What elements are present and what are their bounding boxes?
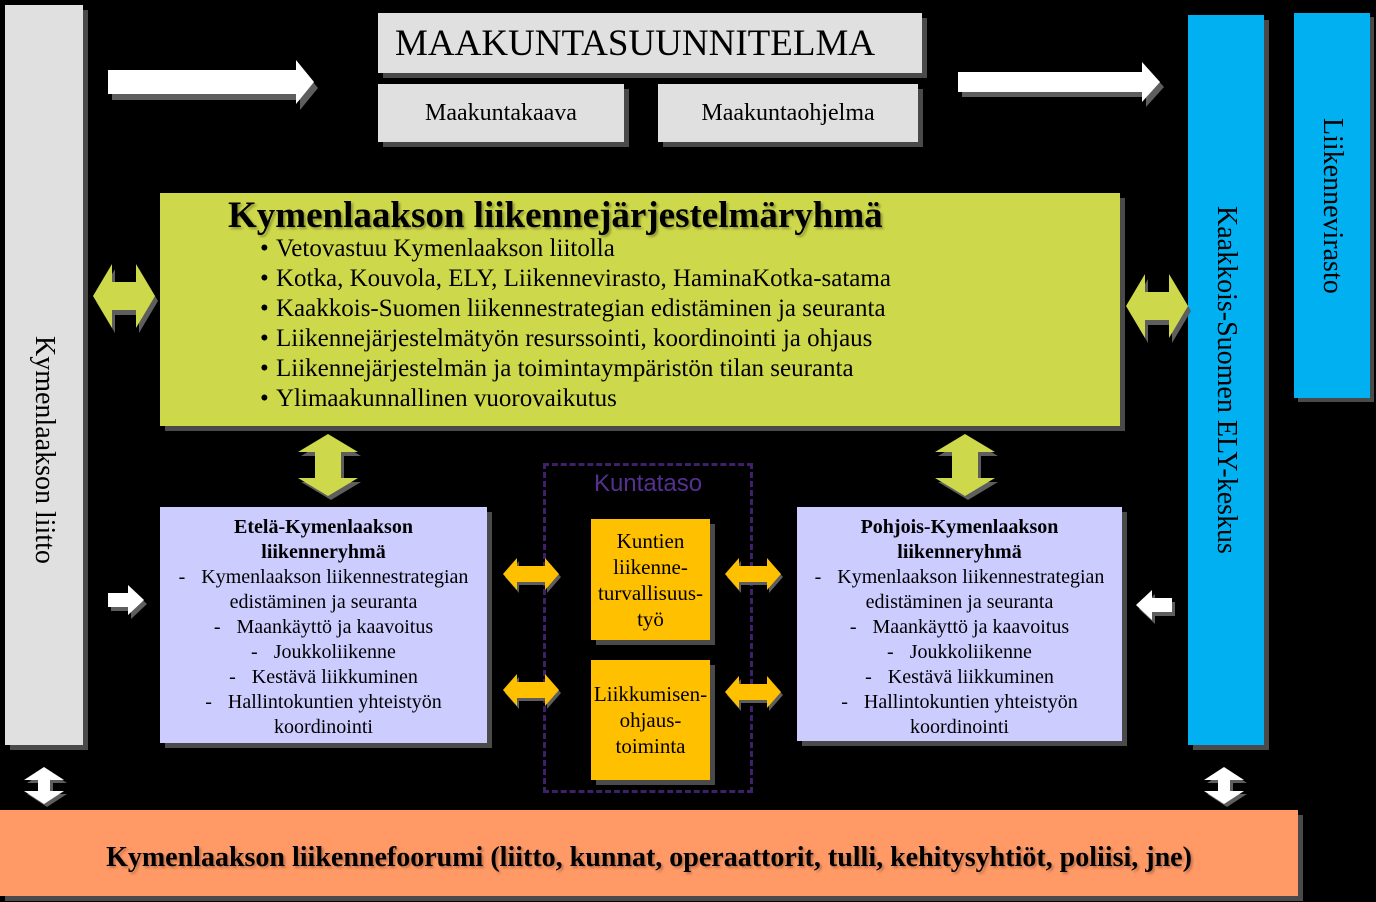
traffic-safety-work-box [591,519,710,640]
bullet-marker: • [260,265,269,292]
transport-system-group-title: Kymenlaakson liikennejärjestelmäryhmä [228,195,883,236]
north-item-text: Maankäyttö ja kaavoitus [872,616,1070,638]
south-item-4 [164,665,483,690]
regional-plan-title: MAAKUNTASUUNNITELMA [395,22,876,64]
double-arrow-vertical-icon [933,434,1001,500]
double-arrow-horizontal-icon [725,675,783,711]
double-arrow-horizontal-icon [503,557,561,593]
north-item-text: Kestävä liikkuminen [887,666,1054,688]
north-transport-group-box [797,507,1122,741]
south-item-1 [164,565,483,615]
bullet-marker: • [260,385,269,412]
north-item-4 [801,665,1118,690]
mobility-management-label: Liikkumisen-ohjaus-toiminta [593,682,708,758]
double-arrow-horizontal-icon [503,673,561,709]
south-item-5 [164,690,483,740]
group-bullet-text: Ylimaakunnallinen vuorovaikutus [276,385,617,412]
north-item-5 [801,690,1118,740]
group-bullet-text: Vetovastuu Kymenlaakson liitolla [276,235,615,262]
ely-centre-label: Kaakkois-Suomen ELY-keskus [1211,206,1242,554]
dash-marker: - [251,641,258,663]
group-bullet-text: Kaakkois-Suomen liikennestrategian edistäminen ja seuranta [276,295,886,322]
group-bullet-4 [260,324,891,354]
south-item-text: Hallintokuntien yhteistyön koordinointi [227,691,442,738]
dash-marker: - [887,641,894,663]
transport-agency-label: Liikennevirasto [1317,117,1348,294]
regional-land-use-plan-box [378,84,624,142]
dash-marker: - [841,691,848,713]
south-item-3 [164,640,483,665]
south-item-2 [164,615,483,640]
double-arrow-up-down-icon [18,766,72,808]
double-arrow-vertical-icon [296,434,364,500]
transport-agency-box [1294,13,1370,398]
dash-marker: - [213,616,221,638]
traffic-safety-work-label: Kuntien liikenne-turvallisuus-työ [598,528,703,631]
bullet-marker: • [260,355,269,382]
south-transport-group-title: Etelä-Kymenlaakson liikenneryhmä [234,516,413,563]
north-item-2 [801,615,1118,640]
group-bullet-1 [260,234,891,264]
group-bullet-3 [260,294,891,324]
bullet-marker: • [260,235,269,262]
double-arrow-up-down-icon [1198,766,1252,808]
double-arrow-horizontal-icon [1126,272,1192,344]
regional-land-use-plan-label: Maakuntakaava [425,99,577,126]
municipal-level-label: Kuntataso [593,470,703,497]
regional-council-bar [5,5,83,745]
group-bullet-5 [260,354,891,384]
dash-marker: - [178,566,186,588]
transport-system-group-box [160,193,1120,426]
group-bullet-6 [260,384,891,414]
north-transport-group-title: Pohjois-Kymenlaakson liikenneryhmä [860,516,1059,563]
north-item-1 [801,565,1118,615]
mobility-management-box [591,660,710,780]
dash-marker: - [865,666,872,688]
dash-marker: - [229,666,236,688]
arrow-right-icon [956,60,1168,110]
regional-council-label: Kymenlaakson liitto [29,336,60,564]
south-transport-group-box [160,507,487,743]
transport-system-group-bullets [260,234,891,414]
arrow-left-icon [1134,588,1178,628]
south-item-text: Kestävä liikkuminen [251,666,418,688]
transport-forum-box [0,810,1298,896]
north-item-text: Kymenlaakson liikennestrategian edistäminen ja seuranta [837,566,1105,613]
group-bullet-text: Kotka, Kouvola, ELY, Liikennevirasto, HaminaKotka-satama [276,265,891,292]
arrow-right-icon [106,58,320,116]
south-item-text: Maankäyttö ja kaavoitus [236,616,434,638]
transport-forum-label: Kymenlaakson liikennefoorumi (liitto, kunnat, operaattorit, tulli, kehitysyhtiöt, poliisi, jne) [106,842,1192,873]
group-bullet-2 [260,264,891,294]
north-item-3 [801,640,1118,665]
ely-centre-bar [1188,15,1264,745]
dash-marker: - [849,616,857,638]
group-bullet-text: Liikennejärjestelmätyön resurssointi, koordinointi ja ohjaus [276,325,873,352]
regional-plan-title-box [378,13,922,73]
dash-marker: - [814,566,822,588]
arrow-right-icon [106,583,150,621]
south-item-text: Joukkoliikenne [273,641,396,663]
dash-marker: - [205,691,212,713]
regional-programme-box [658,84,918,142]
regional-programme-label: Maakuntaohjelma [701,99,875,126]
double-arrow-horizontal-icon [725,557,783,593]
south-item-text: Kymenlaakson liikennestrategian edistäminen ja seuranta [201,566,469,613]
bullet-marker: • [260,325,269,352]
bullet-marker: • [260,295,269,322]
north-item-text: Joukkoliikenne [909,641,1032,663]
north-item-text: Hallintokuntien yhteistyön koordinointi [863,691,1078,738]
double-arrow-horizontal-icon [93,262,159,334]
group-bullet-text: Liikennejärjestelmän ja toimintaympäristön tilan seuranta [276,355,854,382]
